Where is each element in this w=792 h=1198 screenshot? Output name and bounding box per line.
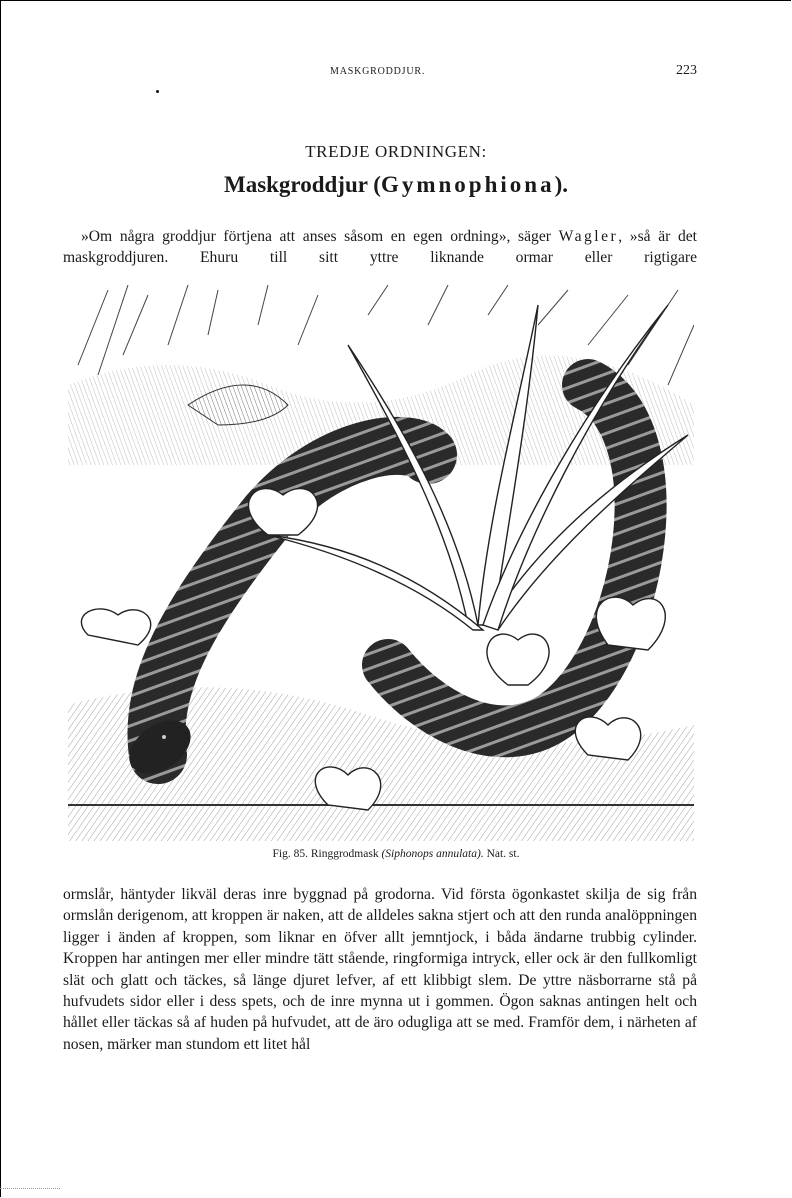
caption-common-name: Ringgrodmask <box>310 848 379 860</box>
title-end: ). <box>554 172 568 197</box>
order-heading: TREDJE ORDNINGEN: <box>305 142 487 161</box>
author-name: Wagler <box>558 228 619 245</box>
intro-text-before: »Om några groddjur förtjena att anses såsom en egen ordning», säger <box>81 228 559 245</box>
main-title <box>0 172 792 198</box>
worm-eye <box>162 735 166 739</box>
title-plain: Maskgroddjur ( <box>223 172 381 197</box>
body-paragraph: ormslår, häntyder likväl deras inre byggnad på grodorna. Vid första ögonkastet skilja de sig från ormslån derigenom, att kroppen är naken, att de alldeles sakna stjert och att den runda analöppningen ligger i änden af kroppen, som liknar en öfver allt jemntjock, i båda ändarne trubbig cylinder. Kroppen har antingen mer eller mindre tätt stående, ringformiga intryck, eller ock är den fullkomligt slät och glatt och täckes, så länge djuret lefver, af ett klibbigt slem. De yttre näsborrarne stå på hufvudets sidor eller i dess spets, och de inre mynna ut i gommen. Ögon saknas antingen helt och hållet eller täckas så af huden på hufvudet, att de äro odugliga att se med. Framför dem, i närheten af nosen, märker man stundom ett litet hål <box>63 886 697 1053</box>
caption-latin-name: (Siphonops annulata). <box>381 848 484 860</box>
page-bottom-specks <box>0 1188 60 1195</box>
title-latin: Gymnophiona <box>380 172 555 197</box>
page-number: 223 <box>676 63 697 78</box>
intro-text-after: , »så är det maskgroddjuren. Ehuru till sitt yttre liknande ormar eller rigtigare <box>63 228 698 267</box>
caption-scale: Nat. st. <box>486 848 520 860</box>
intro-paragraph <box>63 226 697 269</box>
caecilian-illustration <box>68 285 694 841</box>
caption-prefix: Fig. 85. <box>272 848 308 860</box>
running-head: MASKGRODDJUR. <box>330 66 426 77</box>
ink-speck <box>156 90 159 93</box>
figure-caption <box>0 848 792 860</box>
